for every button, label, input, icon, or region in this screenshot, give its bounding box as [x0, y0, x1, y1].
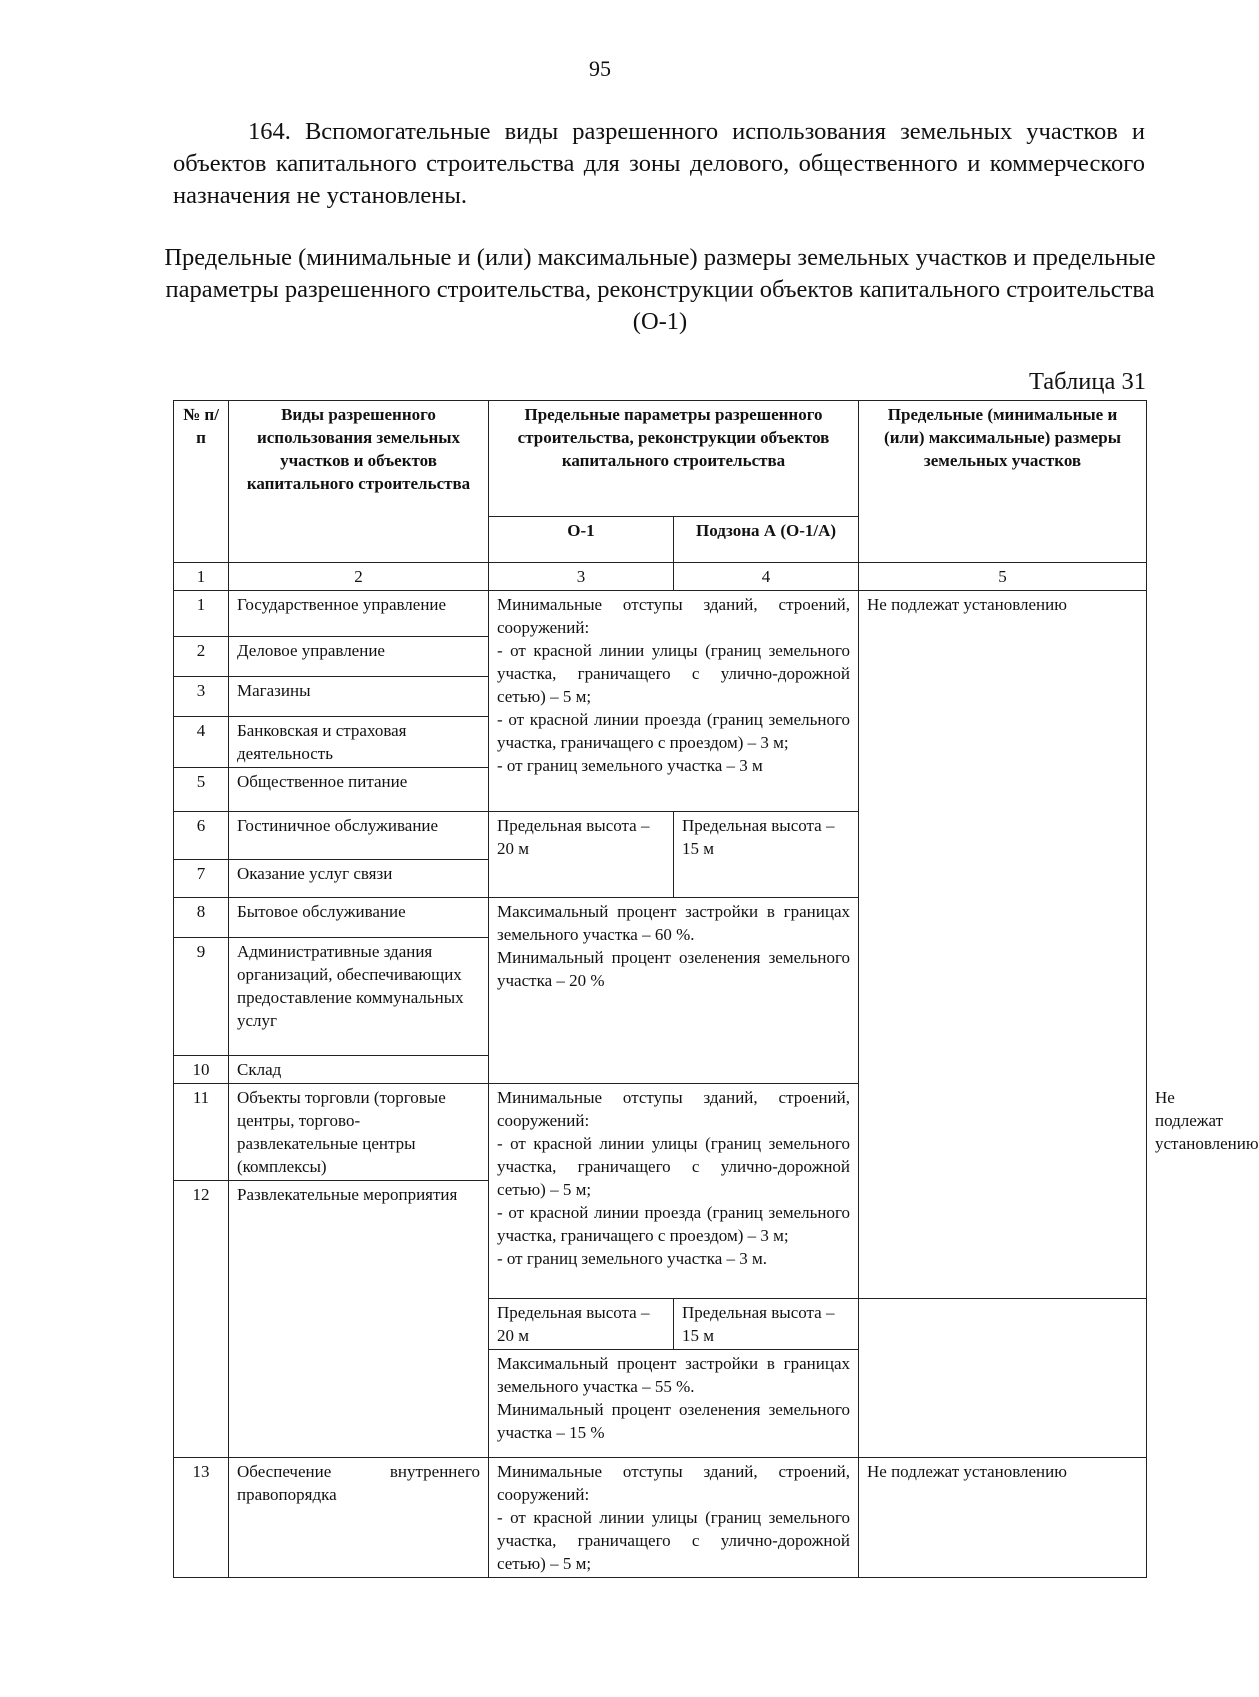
row-num: 1: [174, 591, 229, 637]
col-number: 4: [674, 563, 859, 591]
row-kind: Банковская и страховая деятельность: [229, 717, 489, 768]
header-num: № п/п: [174, 401, 229, 563]
row-num: 10: [174, 1056, 229, 1084]
table-caption: Таблица 31: [1028, 368, 1146, 395]
row-num: 8: [174, 898, 229, 938]
row-kind: Магазины: [229, 677, 489, 717]
row-kind: Государственное управление: [229, 591, 489, 637]
height-o1-cell: Предельная высота – 20 м: [489, 812, 674, 898]
row-kind: Развлекательные мероприятия: [229, 1181, 489, 1458]
row-num: 5: [174, 768, 229, 812]
setbacks-line: - от красной линии улицы (границ земельного участка, граничащего с улично-дорожной сетью) – 5 м;: [497, 641, 851, 706]
header-o1: О-1: [489, 517, 674, 563]
row-kind: Склад: [229, 1056, 489, 1084]
setbacks-line: - от красной линии улицы (границ земельного участка, граничащего с улично-дорожной сетью) – 5 м;: [497, 1134, 851, 1199]
row-kind: Административные здания организаций, обеспечивающих предоставление коммунальных услуг: [229, 938, 489, 1056]
table-row: [174, 591, 1147, 637]
row-num: 13: [174, 1458, 229, 1578]
sizes-cell: Не подлежат установлению: [859, 1458, 1147, 1578]
table-header-row: [174, 401, 1147, 517]
row-num: 3: [174, 677, 229, 717]
col-number: 2: [229, 563, 489, 591]
row-num: 2: [174, 637, 229, 677]
row-num: 9: [174, 938, 229, 1056]
col-number: 1: [174, 563, 229, 591]
header-sizes: Предельные (минимальные и (или) максимальные) размеры земельных участков: [859, 401, 1147, 563]
setbacks-cell: [489, 1458, 859, 1578]
intro-paragraph: 164. Вспомогательные виды разрешенного использования земельных участков и объектов капитального строительства для зоны делового, общественного и коммерческого назначения не установлены.: [173, 118, 1145, 209]
row-kind: Оказание услуг связи: [229, 860, 489, 898]
header-params: Предельные параметры разрешенного строительства, реконструкции объектов капитального строительства: [489, 401, 859, 517]
page-number: 95: [589, 56, 611, 81]
row-num: 7: [174, 860, 229, 898]
height-subzone-cell: Предельная высота – 15 м: [674, 1299, 859, 1350]
coverage-line: Минимальный процент озеленения земельного участка – 15 %: [497, 1400, 851, 1442]
row-kind: Объекты торговли (торговые центры, торгово-развлекательные центры (комплексы): [229, 1084, 489, 1181]
setbacks-line: Минимальные отступы зданий, строений, сооружений:: [497, 1462, 851, 1504]
header-subzone: Подзона А (О-1/А): [674, 517, 859, 563]
setbacks-cell: [489, 1084, 859, 1299]
setbacks-cell: [489, 591, 859, 812]
setbacks-line: - от границ земельного участка – 3 м.: [497, 1249, 767, 1268]
header-kinds: Виды разрешенного использования земельных участков и объектов капитального строительства: [229, 401, 489, 563]
setbacks-line: - от границ земельного участка – 3 м: [497, 756, 763, 775]
col-number: 5: [859, 563, 1147, 591]
row-kind: Обеспечение внутреннего правопорядка: [229, 1458, 489, 1578]
height-subzone-cell: Предельная высота – 15 м: [674, 812, 859, 898]
table-title: Предельные (минимальные и (или) максимальные) размеры земельных участков и предельные параметры разрешенного строительства, реконструкции объектов капитального строительства (О-1): [164, 244, 1156, 335]
row-num: 12: [174, 1181, 229, 1458]
table-row: [174, 1458, 1147, 1578]
setbacks-line: - от красной линии проезда (границ земельного участка, граничащего с проездом) – 3 м;: [497, 710, 851, 752]
coverage-line: Максимальный процент застройки в границах земельного участка – 60 %.: [497, 902, 851, 944]
coverage-line: Минимальный процент озеленения земельного участка – 20 %: [497, 948, 851, 990]
sizes-cell: Не подлежат установлению: [859, 591, 1147, 1299]
row-kind: Гостиничное обслуживание: [229, 812, 489, 860]
row-kind: Бытовое обслуживание: [229, 898, 489, 938]
col-number: 3: [489, 563, 674, 591]
setbacks-line: - от красной линии проезда (границ земельного участка, граничащего с проездом) – 3 м;: [497, 1203, 851, 1245]
coverage-cell: [489, 898, 859, 1084]
setbacks-line: Минимальные отступы зданий, строений, сооружений:: [497, 595, 851, 637]
row-num: 6: [174, 812, 229, 860]
row-kind: Деловое управление: [229, 637, 489, 677]
row-num: 4: [174, 717, 229, 768]
setbacks-line: Минимальные отступы зданий, строений, сооружений:: [497, 1088, 851, 1130]
parameters-table: [173, 400, 1259, 1578]
table-row: 11 Объекты торговли (торговые центры, торгово-развлекательные центры (комплексы) Минимальные отступы зданий, строений, сооружений: - от красной линии улицы (границ земельного участка, граничащего с улично-дорожной сетью) – 5 м; - от красной линии проезда (границ земельного участка, граничащего с проездом) – 3 м; - от границ земельного участка – 3 м. Не подлежат установлению: [174, 1084, 1147, 1181]
height-o1-cell: Предельная высота – 20 м: [489, 1299, 674, 1350]
column-numbers-row: [174, 563, 1147, 591]
coverage-cell: [489, 1350, 859, 1458]
row-num: 11: [174, 1084, 229, 1181]
coverage-line: Максимальный процент застройки в границах земельного участка – 55 %.: [497, 1354, 851, 1396]
setbacks-line: - от красной линии улицы (границ земельного участка, граничащего с улично-дорожной сетью) – 5 м;: [497, 1508, 851, 1573]
row-kind: Общественное питание: [229, 768, 489, 812]
